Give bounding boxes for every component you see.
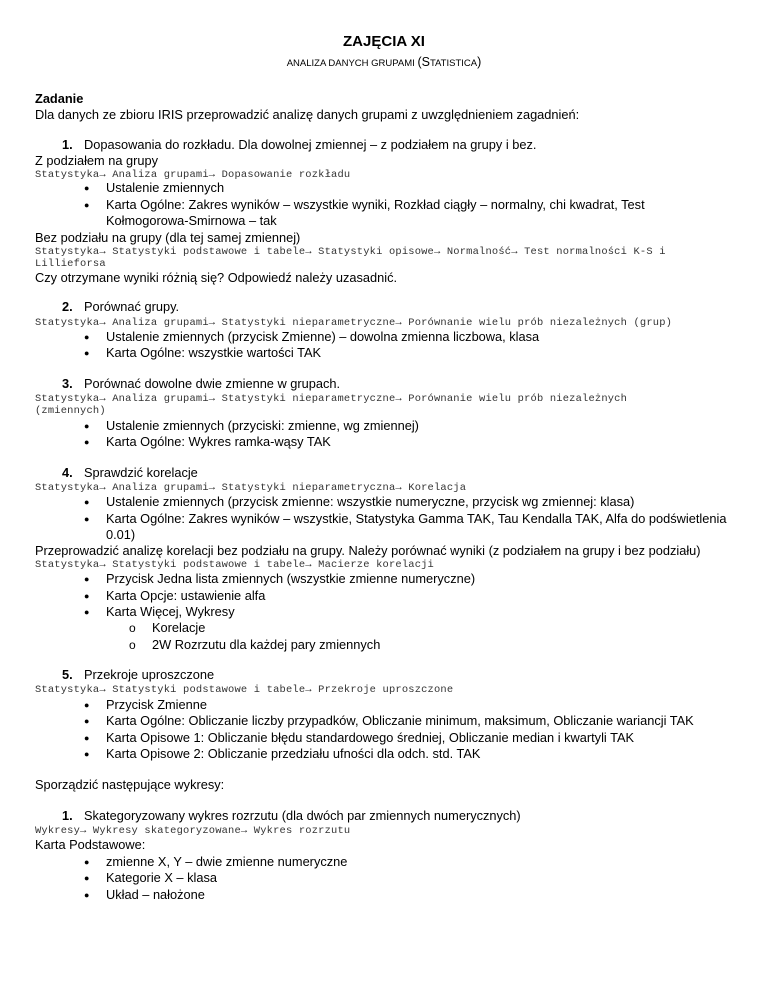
chart-1-bullet-3: Układ – nałożone bbox=[106, 887, 205, 902]
task-5-bullet-2: Karta Ogólne: Obliczanie liczby przypadków, Obliczanie minimum, maksimum, Obliczanie wariancji TAK bbox=[106, 713, 694, 728]
task-1-bullet-2-cont: Kołmogorowa-Smirnowa – tak bbox=[106, 213, 277, 228]
bullet-icon: ● bbox=[84, 332, 90, 342]
task-4-number: 4. bbox=[62, 465, 73, 480]
task-4-title: Sprawdzić korelacje bbox=[84, 465, 198, 480]
task-1-number: 1. bbox=[62, 137, 73, 152]
bullet-icon: ● bbox=[84, 200, 90, 210]
chart-1-title: Skategoryzowany wykres rozrzutu (dla dwóch par zmiennych numerycznych) bbox=[84, 808, 521, 823]
task-3-menu-path-cont: (zmiennych) bbox=[35, 405, 106, 417]
task-4-bullet-1: Ustalenie zmiennych (przycisk zmienne: wszystkie numeryczne, przycisk wg zmiennej: klasa) bbox=[106, 494, 635, 509]
bullet-icon: ● bbox=[84, 873, 90, 883]
task-heading: Zadanie bbox=[35, 91, 84, 106]
task-1-title: Dopasowania do rozkładu. Dla dowolnej zmiennej – z podziałem na grupy i bez. bbox=[84, 137, 537, 152]
task-5-bullet-3: Karta Opisowe 1: Obliczanie błędu standardowego średniej, Obliczanie median i kwartyli TAK bbox=[106, 730, 635, 745]
bullet-icon: ● bbox=[84, 497, 90, 507]
bullet-icon: ● bbox=[84, 749, 90, 759]
bullet-icon: ● bbox=[84, 574, 90, 584]
task-4-menu-path-2: Statystyka→ Statystyki podstawowe i tabele→ Macierze korelacji bbox=[35, 559, 434, 571]
chart-1-bullet-2: Kategorie X – klasa bbox=[106, 870, 217, 885]
task-1-subheading-ungrouped: Bez podziału na grupy (dla tej samej zmiennej) bbox=[35, 230, 301, 245]
bullet-icon: ● bbox=[84, 437, 90, 447]
task-4-bullet-4: Karta Opcje: ustawienie alfa bbox=[106, 588, 266, 603]
task-1-bullet-1: Ustalenie zmiennych bbox=[106, 180, 225, 195]
task-4-subbullet-2: 2W Rozrzutu dla każdej pary zmiennych bbox=[152, 637, 381, 652]
task-3-number: 3. bbox=[62, 376, 73, 391]
subtitle-paren-close: ) bbox=[477, 55, 482, 69]
page-title: ZAJĘCIA XI bbox=[343, 33, 425, 50]
task-1-subheading-grouped: Z podziałem na grupy bbox=[35, 153, 159, 168]
task-4-subbullet-1: Korelacje bbox=[152, 620, 206, 635]
task-3-menu-path: Statystyka→ Analiza grupami→ Statystyki nieparametryczne→ Porównanie wielu prób niezależnych bbox=[35, 393, 628, 405]
bullet-icon: ● bbox=[84, 716, 90, 726]
task-4-bullet-2-cont: 0.01) bbox=[106, 527, 136, 542]
subtitle-text: ANALIZA DANYCH GRUPAMI bbox=[286, 58, 415, 69]
bullet-icon: ● bbox=[84, 591, 90, 601]
chart-1-number: 1. bbox=[62, 808, 73, 823]
task-5-title: Przekroje uproszczone bbox=[84, 667, 215, 682]
task-2-number: 2. bbox=[62, 299, 73, 314]
task-5-bullet-1: Przycisk Zmienne bbox=[106, 697, 207, 712]
charts-heading: Sporządzić następujące wykresy: bbox=[35, 777, 225, 792]
subtitle-paren-small: TATISTICA bbox=[429, 58, 478, 69]
chart-1-menu-path: Wykresy→ Wykresy skategoryzowane→ Wykres rozrzutu bbox=[35, 825, 351, 837]
task-5-menu-path: Statystyka→ Statystyki podstawowe i tabele→ Przekroje uproszczone bbox=[35, 684, 454, 696]
task-5-number: 5. bbox=[62, 667, 73, 682]
task-1-menu-path-ungrouped-cont: Lillieforsa bbox=[35, 258, 106, 270]
bullet-icon: ● bbox=[84, 421, 90, 431]
task-intro: Dla danych ze zbioru IRIS przeprowadzić analizę danych grupami z uwzględnieniem zagadnień: bbox=[35, 107, 580, 122]
bullet-icon: ● bbox=[84, 348, 90, 358]
task-1-bullet-2: Karta Ogólne: Zakres wyników – wszystkie wyniki, Rozkład ciągły – normalny, chi kwadrat, Test bbox=[106, 197, 645, 212]
page-subtitle bbox=[0, 55, 768, 69]
task-4-bullet-3: Przycisk Jedna lista zmiennych (wszystkie zmienne numeryczne) bbox=[106, 571, 476, 586]
task-5-bullet-4: Karta Opisowe 2: Obliczanie przedziału ufności dla odch. std. TAK bbox=[106, 746, 481, 761]
task-2-bullet-2: Karta Ogólne: wszystkie wartości TAK bbox=[106, 345, 322, 360]
chart-1-card-label: Karta Podstawowe: bbox=[35, 837, 146, 852]
sub-bullet-icon: o bbox=[129, 621, 136, 635]
sub-bullet-icon: o bbox=[129, 638, 136, 652]
bullet-icon: ● bbox=[84, 607, 90, 617]
bullet-icon: ● bbox=[84, 890, 90, 900]
task-2-title: Porównać grupy. bbox=[84, 299, 180, 314]
task-4-bullet-2: Karta Ogólne: Zakres wyników – wszystkie, Statystyka Gamma TAK, Tau Kendalla TAK, Alfa do podświetlenia bbox=[106, 511, 727, 526]
task-3-bullet-1: Ustalenie zmiennych (przyciski: zmienne, wg zmiennej) bbox=[106, 418, 419, 433]
task-4-note: Przeprowadzić analizę korelacji bez podziału na grupy. Należy porównać wyniki (z podziałem na grupy i bez podziału) bbox=[35, 543, 701, 558]
bullet-icon: ● bbox=[84, 514, 90, 524]
bullet-icon: ● bbox=[84, 857, 90, 867]
bullet-icon: ● bbox=[84, 733, 90, 743]
task-2-menu-path: Statystyka→ Analiza grupami→ Statystyki nieparametryczne→ Porównanie wielu prób niezależnych (grup) bbox=[35, 317, 673, 329]
bullet-icon: ● bbox=[84, 183, 90, 193]
task-3-title: Porównać dowolne dwie zmienne w grupach. bbox=[84, 376, 341, 391]
task-3-bullet-2: Karta Ogólne: Wykres ramka-wąsy TAK bbox=[106, 434, 331, 449]
chart-1-bullet-1: zmienne X, Y – dwie zmienne numeryczne bbox=[106, 854, 348, 869]
task-1-menu-path-grouped: Statystyka→ Analiza grupami→ Dopasowanie rozkładu bbox=[35, 169, 351, 181]
subtitle-paren-open: (S bbox=[417, 55, 430, 69]
task-1-menu-path-ungrouped: Statystyka→ Statystyki podstawowe i tabele→ Statystyki opisowe→ Normalność→ Test normalności K-S i bbox=[35, 246, 666, 258]
bullet-icon: ● bbox=[84, 700, 90, 710]
task-1-question: Czy otrzymane wyniki różnią się? Odpowiedź należy uzasadnić. bbox=[35, 270, 398, 285]
task-4-bullet-5: Karta Więcej, Wykresy bbox=[106, 604, 235, 619]
task-2-bullet-1: Ustalenie zmiennych (przycisk Zmienne) – dowolna zmienna liczbowa, klasa bbox=[106, 329, 540, 344]
task-4-menu-path: Statystyka→ Analiza grupami→ Statystyki nieparametryczna→ Korelacja bbox=[35, 482, 467, 494]
